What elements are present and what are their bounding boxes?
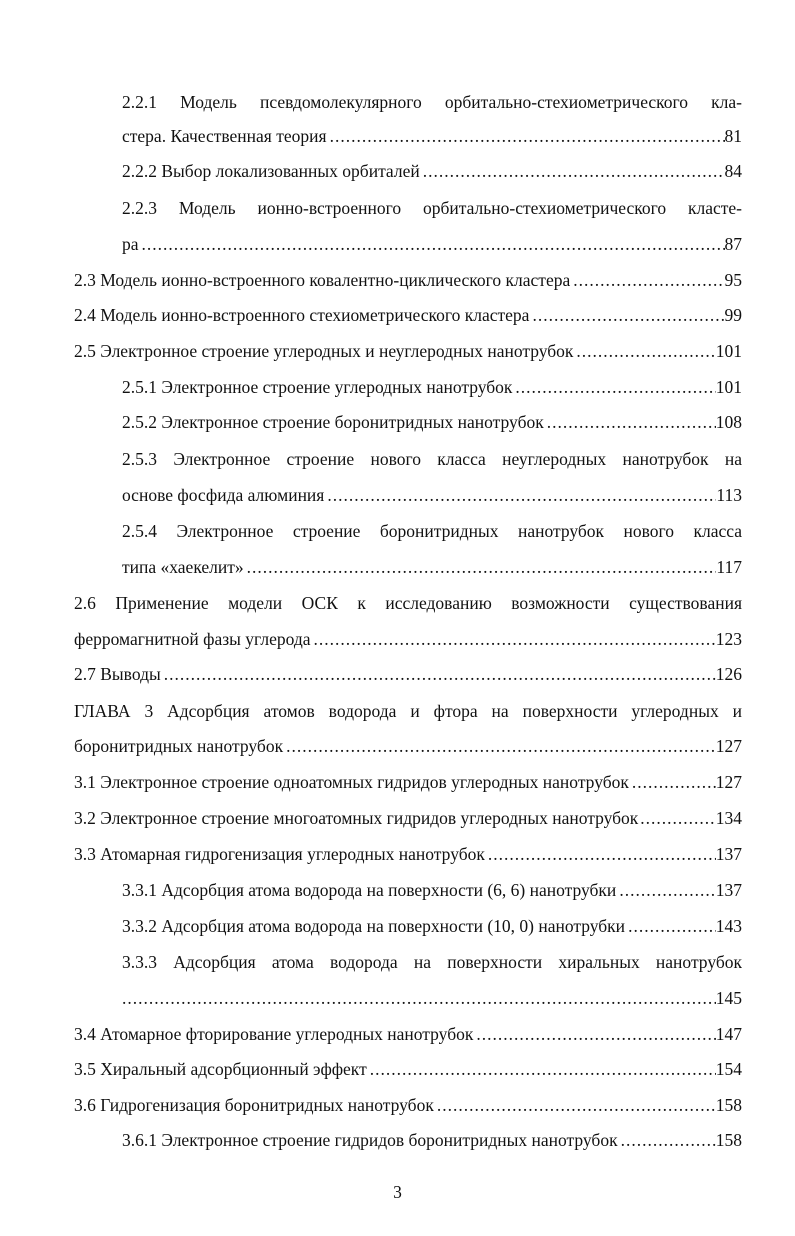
toc-leader-dots [616, 878, 715, 902]
toc-chapter-3-line1: ГЛАВА 3 Адсорбция атомов водорода и фтора на поверхности углеродных и [74, 701, 742, 721]
toc-entry-3-1 [74, 770, 742, 794]
toc-entry-text: 2.3 Модель ионно-встроенного ковалентно-циклического кластера [74, 270, 571, 290]
toc-entry-text: 3.6.1 Электронное строение гидридов боронитридных нанотрубок [122, 1130, 618, 1150]
toc-page-number: 101 [715, 341, 742, 361]
toc-page-number: 145 [715, 988, 742, 1008]
toc-entry-text: 2.5 Электронное строение углеродных и неуглеродных нанотрубок [74, 341, 574, 361]
toc-entry-2-5-4 [122, 555, 742, 579]
toc-leader-dots [311, 627, 716, 651]
toc-leader-dots [122, 986, 716, 1010]
toc-leader-dots [629, 770, 716, 794]
toc-entry-text: 3.3.2 Адсорбция атома водорода на поверхности (10, 0) нанотрубки [122, 916, 626, 936]
toc-page-number: 81 [724, 126, 742, 146]
toc-page-number: 158 [715, 1130, 742, 1150]
toc-entry-2-5-4-line1: 2.5.4 Электронное строение боронитридных нанотрубок нового класса [122, 521, 742, 541]
toc-entry-text: основе фосфида алюминия [122, 485, 325, 505]
toc-entry-3-4 [74, 1022, 742, 1046]
toc-entry-2-6-line1: 2.6 Применение модели ОСК к исследованию возможности существования [74, 593, 742, 613]
toc-leader-dots [485, 842, 716, 866]
toc-entry-3-5 [74, 1057, 742, 1081]
toc-entry-text: типа «хаекелит» [122, 557, 244, 577]
toc-entry-2-5-2 [122, 410, 742, 434]
toc-entry-2-5-3-line1: 2.5.3 Электронное строение нового класса неуглеродных нанотрубок на [122, 449, 742, 469]
toc-entry-3-3-3-line1: 3.3.3 Адсорбция атома водорода на поверхности хиральных нанотрубок [122, 952, 742, 972]
toc-page-number: 87 [724, 234, 742, 254]
toc-leader-dots [139, 232, 725, 256]
toc-entry-2-5-1 [122, 375, 742, 399]
toc-entry-3-6 [74, 1093, 742, 1117]
toc-page-number: 143 [715, 916, 742, 936]
toc-entry-3-2 [74, 806, 742, 830]
toc-entry-text: 3.3.1 Адсорбция атома водорода на поверхности (6, 6) нанотрубки [122, 880, 617, 900]
toc-entry-2-3 [74, 268, 742, 292]
toc-entry-2-2-1-line1: 2.2.1 Модель псевдомолекулярного орбитально-стехиометрического кла- [122, 92, 742, 112]
toc-entry-text: 2.4 Модель ионно-встроенного стехиометрического кластера [74, 305, 530, 325]
toc-page-number: 147 [715, 1024, 742, 1044]
toc-leader-dots [244, 555, 717, 579]
toc-entry-text: 3.6 Гидрогенизация боронитридных нанотрубок [74, 1095, 434, 1115]
toc-page-number: 99 [724, 305, 742, 325]
toc-entry-3-6-1 [122, 1128, 742, 1152]
toc-page-number: 126 [715, 664, 742, 684]
toc-leader-dots [434, 1093, 716, 1117]
toc-leader-dots [283, 734, 716, 758]
toc-page-number: 84 [724, 161, 742, 181]
toc-entry-3-3 [74, 842, 742, 866]
toc-entry-text: 2.5.1 Электронное строение углеродных нанотрубок [122, 377, 513, 397]
toc-leader-dots [327, 124, 725, 148]
toc-leader-dots [473, 1022, 715, 1046]
toc-page-number: 127 [715, 736, 742, 756]
toc-entry-text: боронитридных нанотрубок [74, 736, 284, 756]
toc-leader-dots [420, 159, 725, 183]
toc-entry-text: 2.5.2 Электронное строение боронитридных нанотрубок [122, 412, 544, 432]
toc-entry-text: ферромагнитной фазы углерода [74, 629, 311, 649]
toc-entry-text: ра [122, 234, 139, 254]
toc-entry-2-2-1 [122, 124, 742, 148]
toc-entry-2-7 [74, 662, 742, 686]
toc-entry-text: 3.3 Атомарная гидрогенизация углеродных нанотрубок [74, 844, 485, 864]
toc-leader-dots [512, 375, 715, 399]
toc-page-number: 95 [724, 270, 742, 290]
toc-page-number: 158 [715, 1095, 742, 1115]
toc-leader-dots [625, 914, 716, 938]
toc-entry-2-2-3-line1: 2.2.3 Модель ионно-встроенного орбитально-стехиометрического класте- [122, 198, 742, 218]
toc-entry-text: 2.7 Выводы [74, 664, 161, 684]
toc-page-number: 137 [715, 844, 742, 864]
toc-entry-3-3-1 [122, 878, 742, 902]
toc-page-number: 123 [715, 629, 742, 649]
toc-chapter-3 [74, 734, 742, 758]
toc-leader-dots [638, 806, 715, 830]
toc-entry-2-2-3 [122, 232, 742, 256]
toc-page-number: 154 [715, 1059, 742, 1079]
toc-page-number: 127 [715, 772, 742, 792]
page-number: 3 [393, 1182, 402, 1202]
toc-leader-dots [573, 339, 715, 363]
toc-page-number: 101 [715, 377, 742, 397]
toc-entry-2-4 [74, 303, 742, 327]
toc-leader-dots [570, 268, 724, 292]
toc-entry-2-6 [74, 627, 742, 651]
toc-leader-dots [161, 662, 716, 686]
toc-entry-3-3-3 [122, 986, 742, 1010]
toc-page-number: 117 [716, 557, 742, 577]
toc-entry-2-2-2 [122, 159, 742, 183]
toc-page-number: 108 [715, 412, 742, 432]
toc-entry-2-5-3 [122, 483, 742, 507]
toc-entry-text: 3.2 Электронное строение многоатомных гидридов углеродных нанотрубок [74, 808, 639, 828]
toc-entry-text: стера. Качественная теория [122, 126, 327, 146]
toc-entry-text: 3.1 Электронное строение одноатомных гидридов углеродных нанотрубок [74, 772, 629, 792]
toc-entry-text: 2.2.2 Выбор локализованных орбиталей [122, 161, 420, 181]
toc-entry-text: 3.4 Атомарное фторирование углеродных нанотрубок [74, 1024, 474, 1044]
toc-entry-3-3-2 [122, 914, 742, 938]
toc-leader-dots [544, 410, 716, 434]
toc-entry-2-5 [74, 339, 742, 363]
toc-entry-text: 3.5 Хиральный адсорбционный эффект [74, 1059, 367, 1079]
toc-page-number: 137 [715, 880, 742, 900]
toc-page-number: 134 [715, 808, 742, 828]
toc-leader-dots [618, 1128, 716, 1152]
toc-leader-dots [367, 1057, 716, 1081]
toc-page-number: 113 [716, 485, 742, 505]
toc-leader-dots [529, 303, 724, 327]
toc-leader-dots [324, 483, 716, 507]
